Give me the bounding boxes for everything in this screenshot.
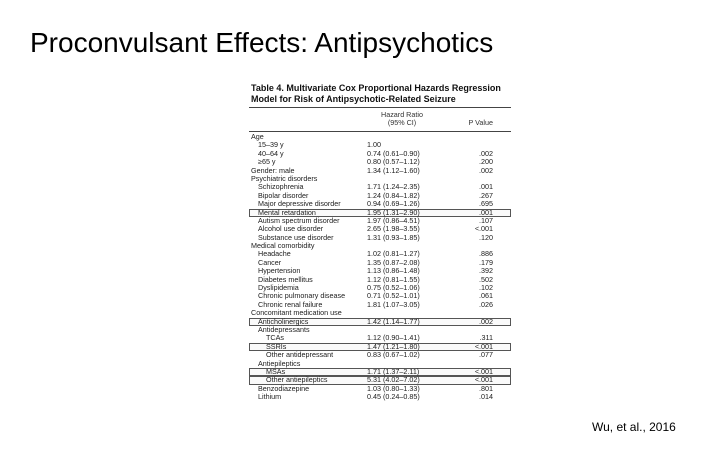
row-p-value: .267 bbox=[479, 190, 493, 200]
row-label: ≥65 y bbox=[258, 157, 276, 167]
table-caption bbox=[251, 83, 511, 105]
row-label: Benzodiazepine bbox=[258, 383, 310, 393]
row-hazard-ratio: 1.97 (0.86–4.51) bbox=[367, 215, 420, 225]
row-label: Other antidepressant bbox=[266, 350, 334, 360]
row-label: Antidepressants bbox=[258, 324, 310, 334]
row-p-value: .014 bbox=[479, 392, 493, 402]
row-hazard-ratio: 1.71 (1.37–2.11) bbox=[367, 366, 420, 376]
row-label: Medical comorbidity bbox=[251, 241, 315, 251]
row-hazard-ratio: 1.35 (0.87–2.08) bbox=[367, 257, 420, 267]
table-caption-line-2: Model for Risk of Antipsychotic-Related Seizure bbox=[251, 94, 456, 104]
row-label: Cancer bbox=[258, 257, 282, 267]
row-hazard-ratio: 0.45 (0.24–0.85) bbox=[367, 392, 420, 402]
row-label: Lithium bbox=[258, 392, 282, 402]
row-hazard-ratio: 1.42 (1.14–1.77) bbox=[367, 316, 420, 326]
row-p-value: .886 bbox=[479, 249, 493, 259]
row-hazard-ratio: 1.81 (1.07–3.05) bbox=[367, 299, 420, 309]
row-label: 15–39 y bbox=[258, 140, 284, 150]
row-p-value: .102 bbox=[479, 283, 493, 293]
row-hazard-ratio: 1.13 (0.86–1.48) bbox=[367, 266, 420, 276]
row-hazard-ratio: 1.31 (0.93–1.85) bbox=[367, 232, 420, 242]
row-p-value: .026 bbox=[479, 299, 493, 309]
row-p-value: .179 bbox=[479, 257, 493, 267]
row-hazard-ratio: 0.94 (0.69–1.26) bbox=[367, 199, 420, 209]
row-p-value: <.001 bbox=[474, 366, 493, 376]
row-hazard-ratio: 1.00 bbox=[367, 140, 381, 150]
header-hazard-ratio-line-1: Hazard Ratio bbox=[381, 110, 423, 119]
header-hazard-ratio-line-2: (95% CI) bbox=[387, 118, 417, 127]
row-label: Autism spectrum disorder bbox=[258, 215, 340, 225]
row-label: 40–64 y bbox=[258, 148, 284, 158]
row-p-value: .695 bbox=[479, 199, 493, 209]
row-hazard-ratio: 1.34 (1.12–1.60) bbox=[367, 165, 420, 175]
row-hazard-ratio: 1.71 (1.24–2.35) bbox=[367, 182, 420, 192]
row-p-value: .200 bbox=[479, 157, 493, 167]
row-label: Bipolar disorder bbox=[258, 190, 309, 200]
row-label: SSRIs bbox=[266, 341, 287, 351]
citation: Wu, et al., 2016 bbox=[592, 420, 676, 434]
row-label: Alcohol use disorder bbox=[258, 224, 324, 234]
row-label: Gender: male bbox=[251, 165, 295, 175]
table-row bbox=[249, 393, 511, 401]
row-label: Antiepileptics bbox=[258, 358, 301, 368]
row-label: Substance use disorder bbox=[258, 232, 334, 242]
row-p-value: .002 bbox=[479, 165, 493, 175]
row-hazard-ratio: 0.74 (0.61–0.90) bbox=[367, 148, 420, 158]
row-hazard-ratio: 1.95 (1.31–2.90) bbox=[367, 207, 420, 217]
row-p-value: .801 bbox=[479, 383, 493, 393]
row-label: Chronic pulmonary disease bbox=[258, 291, 346, 301]
row-p-value: .077 bbox=[479, 350, 493, 360]
row-hazard-ratio: 1.02 (0.81–1.27) bbox=[367, 249, 420, 259]
row-hazard-ratio: 0.75 (0.52–1.06) bbox=[367, 283, 420, 293]
row-hazard-ratio: 1.03 (0.80–1.33) bbox=[367, 383, 420, 393]
row-hazard-ratio: 1.24 (0.84–1.82) bbox=[367, 190, 420, 200]
row-hazard-ratio: 1.12 (0.81–1.55) bbox=[367, 274, 420, 284]
row-hazard-ratio: 0.83 (0.67–1.02) bbox=[367, 350, 420, 360]
row-p-value: .311 bbox=[479, 333, 493, 343]
row-label: Diabetes mellitus bbox=[258, 274, 313, 284]
row-label: Hypertension bbox=[258, 266, 301, 276]
row-label: Dyslipidemia bbox=[258, 283, 299, 293]
table-header bbox=[249, 109, 511, 130]
regression-table-figure bbox=[249, 80, 511, 450]
row-label: Mental retardation bbox=[258, 207, 316, 217]
row-label: Psychiatric disorders bbox=[251, 173, 318, 183]
row-hazard-ratio: 1.12 (0.90–1.41) bbox=[367, 333, 420, 343]
row-p-value: <.001 bbox=[474, 341, 493, 351]
row-label: Major depressive disorder bbox=[258, 199, 341, 209]
row-label: Schizophrenia bbox=[258, 182, 304, 192]
row-label: MSAs bbox=[266, 366, 286, 376]
row-p-value: <.001 bbox=[474, 224, 493, 234]
row-label: Headache bbox=[258, 249, 291, 259]
row-label: Other antiepileptics bbox=[266, 375, 328, 385]
table-body bbox=[249, 133, 511, 402]
row-hazard-ratio: 0.71 (0.52–1.01) bbox=[367, 291, 420, 301]
row-p-value: .107 bbox=[479, 215, 493, 225]
table-header-rule bbox=[249, 131, 511, 132]
row-hazard-ratio: 2.65 (1.98–3.55) bbox=[367, 224, 420, 234]
table-top-rule bbox=[249, 107, 511, 108]
row-p-value: .001 bbox=[479, 207, 493, 217]
row-label: TCAs bbox=[266, 333, 284, 343]
row-p-value: .502 bbox=[479, 274, 493, 284]
row-label: Age bbox=[251, 132, 264, 141]
row-label: Anticholinergics bbox=[258, 316, 309, 326]
row-p-value: <.001 bbox=[474, 375, 493, 385]
row-p-value: .120 bbox=[479, 232, 493, 242]
row-hazard-ratio: 5.31 (4.02–7.02) bbox=[367, 375, 420, 385]
row-label: Chronic renal failure bbox=[258, 299, 323, 309]
row-hazard-ratio: 0.80 (0.57–1.12) bbox=[367, 157, 420, 167]
header-hazard-ratio bbox=[367, 111, 437, 127]
row-p-value: .061 bbox=[479, 291, 493, 301]
row-p-value: .002 bbox=[479, 316, 493, 326]
row-p-value: .001 bbox=[479, 182, 493, 192]
row-label: Concomitant medication use bbox=[251, 308, 342, 318]
table-caption-line-1: Table 4. Multivariate Cox Proportional Hazards Regression bbox=[251, 83, 501, 93]
slide-title: Proconvulsant Effects: Antipsychotics bbox=[30, 27, 494, 58]
header-p-value: P Value bbox=[468, 118, 493, 127]
row-hazard-ratio: 1.47 (1.21–1.80) bbox=[367, 341, 420, 351]
row-p-value: .002 bbox=[479, 148, 493, 158]
row-p-value: .392 bbox=[479, 266, 493, 276]
